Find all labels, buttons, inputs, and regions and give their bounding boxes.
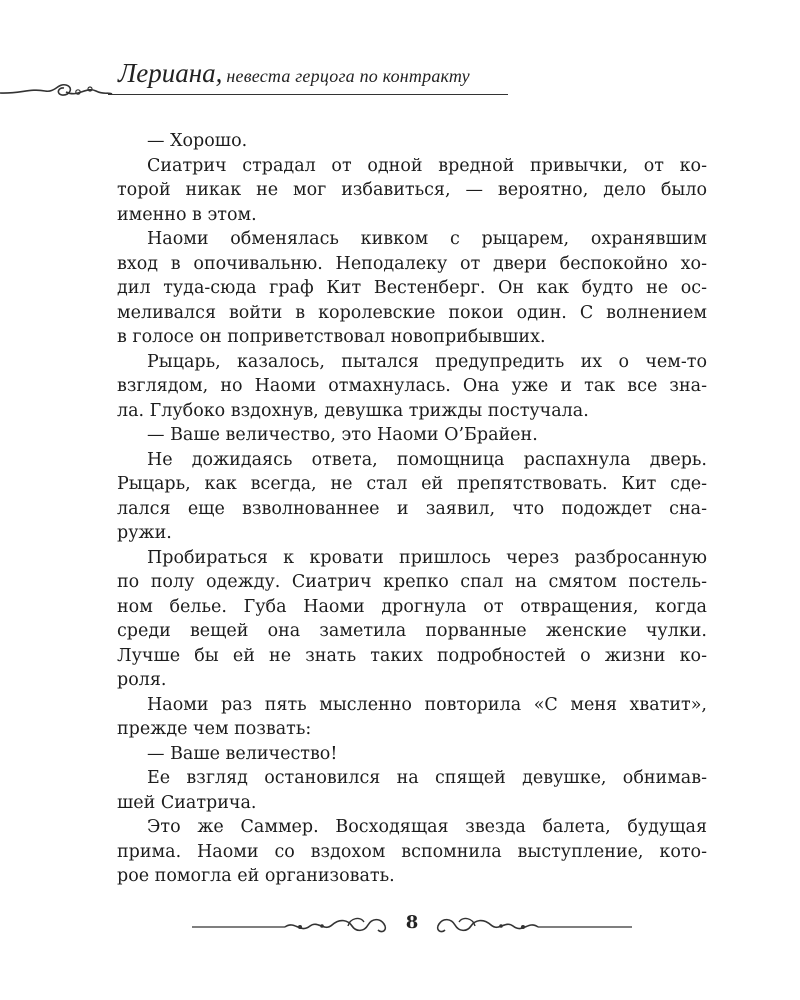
- text-line: меливался войти в королевские покои один. С волнением: [117, 302, 707, 323]
- header-rule: [108, 94, 508, 95]
- text-line: Наоми раз пять мысленно повторила «С меня хватит»,: [147, 694, 707, 715]
- text-line: ружи.: [117, 523, 172, 543]
- text-line: Ее взгляд остановился на спящей девушке, обнимав-: [147, 768, 707, 788]
- text-line: лался еще взволнованнее и заявил, что подождет сна-: [117, 498, 707, 519]
- text-line: в голосе он поприветствовал новоприбывших.: [117, 327, 546, 347]
- text-line: взглядом, но Наоми отмахнулась. Она уже и так все зна-: [117, 376, 707, 396]
- text-line: Рыцарь, как всегда, не стал ей препятствовать. Кит сде-: [117, 474, 707, 494]
- header-title-rest: невеста герцога по контракту: [226, 66, 470, 86]
- text-line: — Ваше величество, это Наоми О’Брайен.: [147, 425, 538, 445]
- text-line: Не дожидаясь ответа, помощница распахнула дверь.: [147, 449, 707, 470]
- text-line: — Ваше величество!: [147, 743, 338, 764]
- header-title: [118, 58, 470, 89]
- text-line: среди вещей она заметила порванные женские чулки.: [117, 621, 707, 641]
- page-footer: [0, 906, 800, 946]
- text-line: прежде чем позвать:: [117, 719, 312, 739]
- text-line: Наоми обменялась кивком с рыцарем, охранявшим: [147, 229, 707, 249]
- header-title-main: Лериана,: [118, 58, 223, 88]
- text-line: по полу одежду. Сиатрич крепко спал на смятом постель-: [117, 572, 707, 592]
- text-line: Пробираться к кровати пришлось через разбросанную: [147, 547, 707, 568]
- page-number: 8: [405, 912, 419, 933]
- text-line: рое помогла ей организовать.: [117, 866, 395, 886]
- text-line: шей Сиатрича.: [117, 792, 257, 813]
- text-line: Сиатрич страдал от одной вредной привычки, от ко-: [147, 155, 707, 176]
- text-line: ном белье. Губа Наоми дрогнула от отвращения, когда: [117, 596, 707, 617]
- text-line: прима. Наоми со вздохом вспомнила выступление, кото-: [117, 841, 707, 862]
- page-body: [117, 129, 707, 889]
- text-line: ла. Глубоко вздохнув, девушка трижды постучала.: [117, 400, 589, 421]
- text-line: роля.: [117, 670, 167, 690]
- text-line: — Хорошо.: [147, 131, 248, 151]
- text-line: дил туда-сюда граф Кит Вестенберг. Он как будто не ос-: [117, 278, 707, 298]
- text-line: Это же Саммер. Восходящая звезда балета, будущая: [147, 817, 707, 837]
- running-header: [0, 58, 800, 108]
- text-line: именно в этом.: [117, 204, 257, 225]
- text-line: Рыцарь, казалось, пытался предупредить их о чем-то: [147, 351, 707, 372]
- text-line: Лучше бы ей не знать таких подробностей о жизни ко-: [117, 645, 707, 666]
- text-line: торой никак не мог избавиться, — вероятно, дело было: [117, 180, 707, 200]
- text-line: вход в опочивальню. Неподалеку от двери беспокойно хо-: [117, 253, 707, 274]
